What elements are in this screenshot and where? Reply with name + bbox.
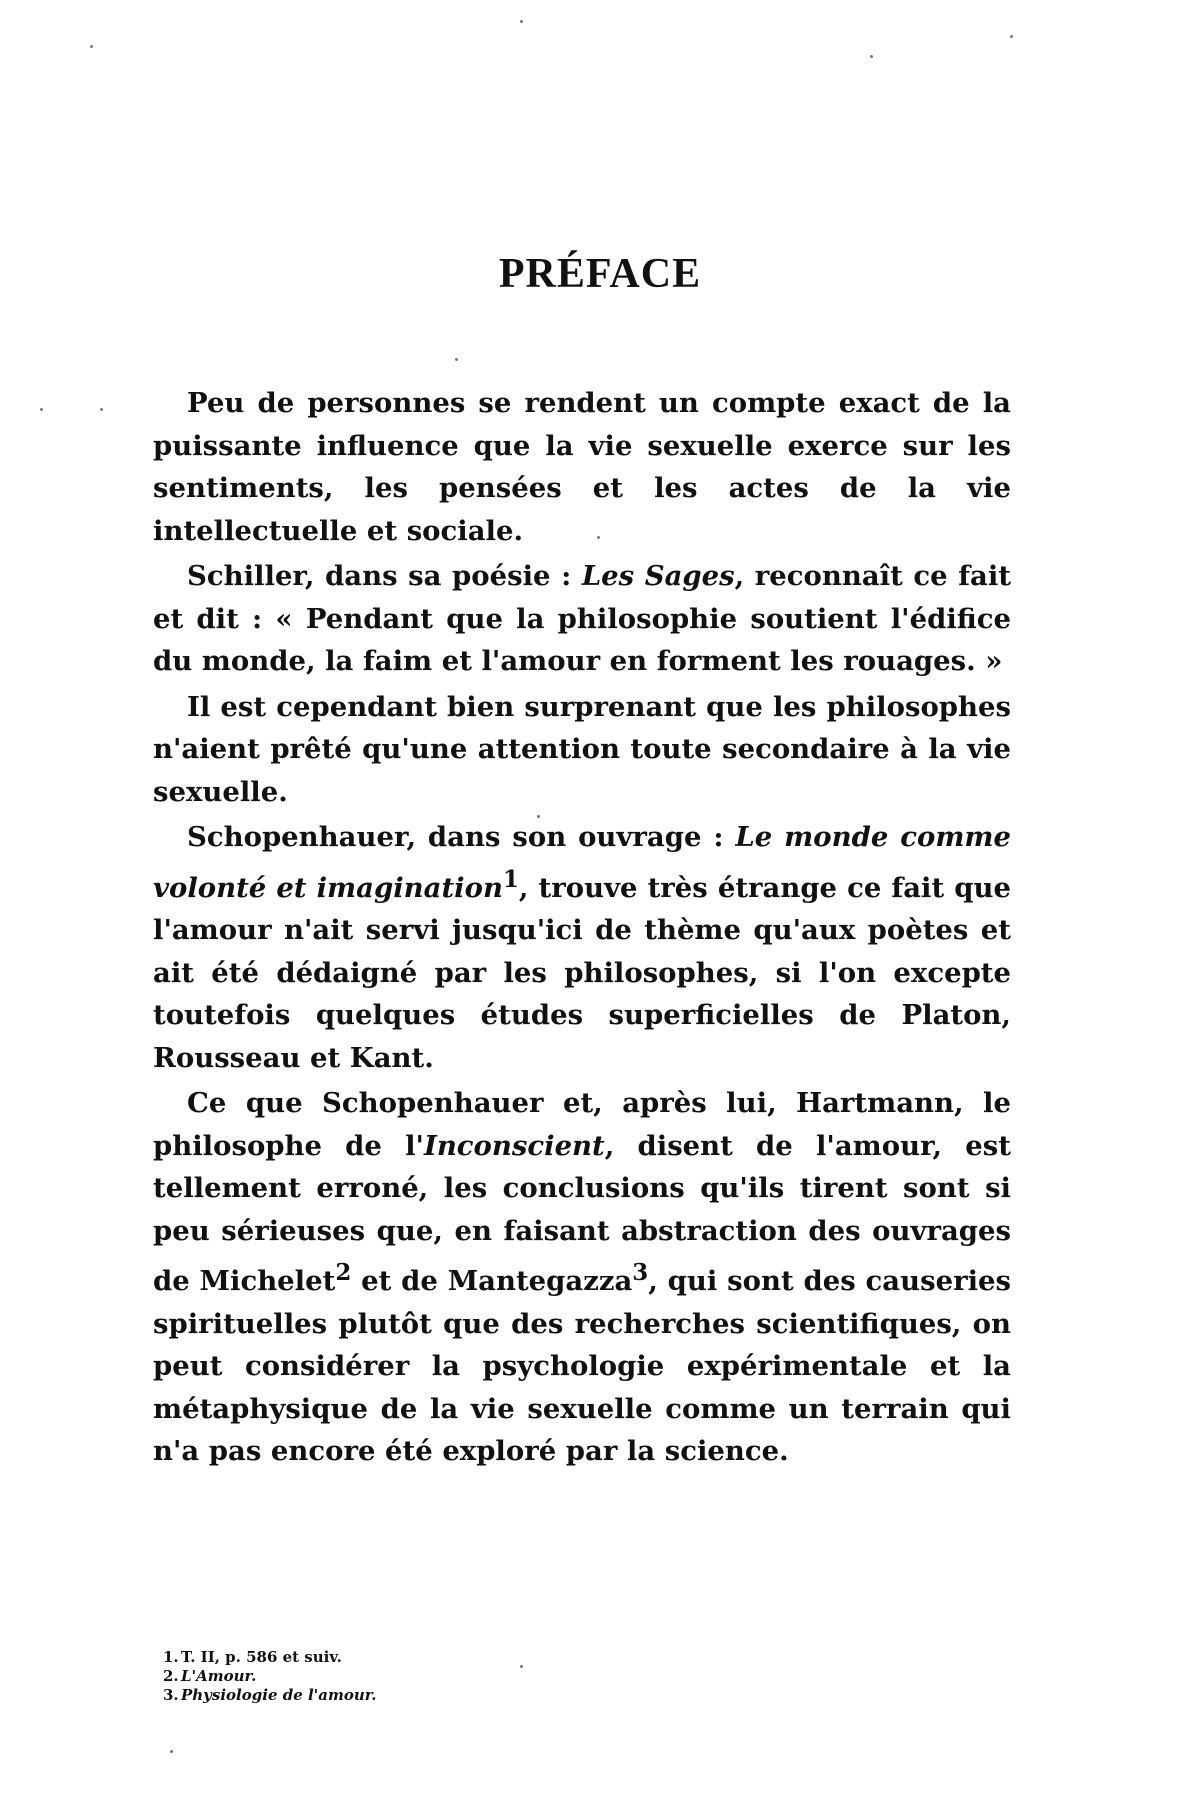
footnote-ref-1: 1 [502, 865, 519, 893]
footnote-3 [163, 1686, 763, 1705]
scan-speck [520, 1665, 523, 1668]
page-title: PRÉFACE [498, 251, 702, 297]
scan-speck [520, 20, 523, 23]
preface-body [153, 382, 1011, 1473]
paragraph-2 [153, 555, 1011, 683]
footnote-2 [163, 1667, 763, 1686]
paragraph-4-text-a: Schopenhauer, dans son ouvrage : [187, 821, 736, 853]
scan-speck [40, 408, 43, 411]
paragraph-4-text-b: , trouve très étrange ce fait que l'amour n'ait servi jusqu'ici de thème qu'aux poètes et ait été dédaigné par les philosophes, si l'on excepte toutefois quelques études superficielles de Platon, Rousseau et Kant. [153, 871, 1011, 1074]
footnote-ref-2: 2 [335, 1259, 352, 1287]
footnotes [163, 1648, 763, 1705]
paragraph-3: Il est cependant bien surprenant que les philosophes n'aient prêté qu'une attention toute secondaire à la vie sexuelle. [153, 690, 1011, 808]
footnote-text: T. II, p. 586 et suiv. [181, 1648, 342, 1666]
paragraph-1: Peu de personnes se rendent un compte exact de la puissante influence que la vie sexuelle exerce sur les sentiments, les pensées et les actes de la vie intellectuelle et sociale. [153, 387, 1011, 547]
scan-speck [170, 1750, 173, 1753]
scan-speck [455, 358, 458, 361]
paragraph-4-book-title: Le monde comme volonté et imagination [153, 821, 1012, 904]
paragraph-4 [153, 816, 1011, 1079]
paragraph-2-text-a: Schiller, dans sa poésie : [187, 560, 582, 592]
scan-speck [870, 55, 873, 58]
footnote-number: 2. [163, 1667, 179, 1685]
paragraph-5-text-c: et de Mantegazza [351, 1265, 633, 1298]
paragraph-5-text-d: , qui sont des causeries spirituelles plutôt que des recherches scientifiques, on peut considérer la psychologie expérimentale et la métaphysique de la vie sexuelle comme un terrain qui n'a pas encore été exploré par la science. [153, 1265, 1011, 1468]
paragraph-5-text-a: Ce que Schopenhauer et, après lui, Hartmann, le philosophe de l' [153, 1087, 1011, 1162]
footnote-text: Physiologie de l'amour. [181, 1686, 377, 1704]
paragraph-2-text-b: , reconnaît ce fait et dit : « Pendant que la philosophie soutient l'édifice du monde, la faim et l'amour en forment les rouages. » [153, 560, 1011, 677]
scan-speck [100, 408, 103, 411]
scan-speck [1010, 35, 1013, 38]
paragraph-5 [153, 1082, 1011, 1473]
paragraph-5-inconscient: Inconscient [423, 1129, 605, 1162]
footnote-number: 3. [163, 1686, 179, 1704]
scan-speck [537, 815, 540, 818]
footnote-number: 1. [163, 1648, 179, 1666]
scan-speck [597, 536, 600, 539]
scan-speck [90, 45, 93, 48]
paragraph-5-text-b: , disent de l'amour, est tellement erroné, les conclusions qu'ils tirent sont si peu sérieuses que, en faisant abstraction des ouvrages de Michelet [153, 1129, 1011, 1298]
footnote-ref-3: 3 [632, 1259, 649, 1287]
footnote-1 [163, 1648, 763, 1667]
paragraph-2-title-les-sages: Les Sages [581, 560, 735, 592]
footnote-text: L'Amour. [181, 1667, 257, 1685]
